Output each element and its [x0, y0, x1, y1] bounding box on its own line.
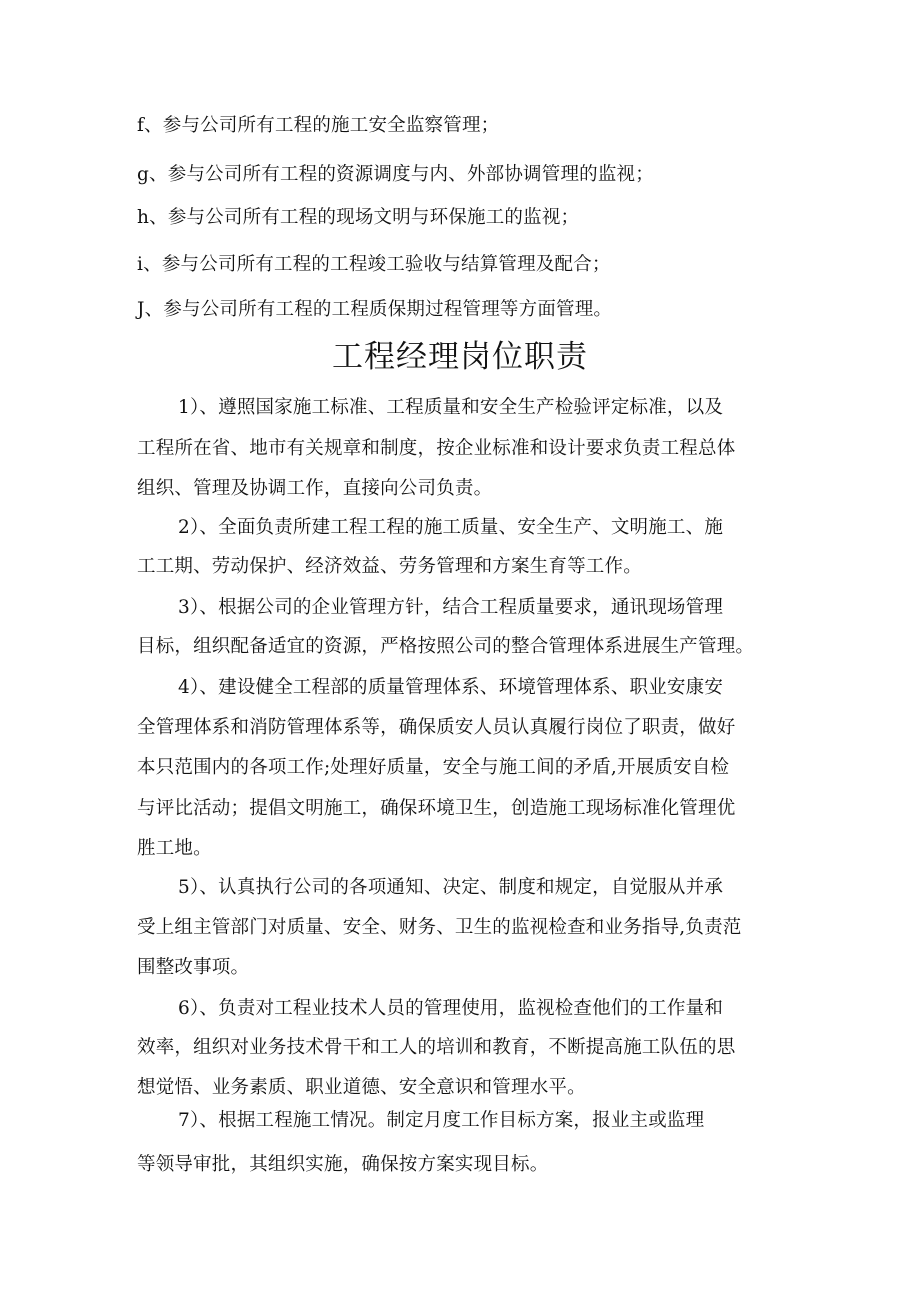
- paragraph-7-line-2: 等领导审批，其组织实施，确保按方案实现目标。: [137, 1154, 549, 1175]
- paragraph-7-line-1: 7）、根据工程施工情况。制定月度工作目标方案，报业主或监理: [178, 1110, 705, 1131]
- paragraph-1-line-1: 1）、遵照国家施工标准、工程质量和安全生产检验评定标准，以及: [178, 397, 724, 418]
- paragraph-5-line-1: 5）、认真执行公司的各项通知、决定、制度和规定，自觉服从并承: [178, 877, 724, 898]
- paragraph-2-line-1: 2）、全面负责所建工程工程的施工质量、安全生产、文明施工、施: [178, 517, 724, 538]
- item-j: J、参与公司所有工程的工程质保期过程管理等方面管理。: [137, 299, 613, 320]
- paragraph-1-line-3: 组织、管理及协调工作，直接向公司负责。: [137, 478, 493, 499]
- paragraph-4-line-4: 与评比活动；提倡文明施工，确保环境卫生，创造施工现场标准化管理优: [137, 798, 736, 819]
- item-i: i、参与公司所有工程的工程竣工验收与结算管理及配合；: [137, 254, 611, 275]
- item-g: g、参与公司所有工程的资源调度与内、外部协调管理的监视；: [137, 164, 654, 185]
- paragraph-4-line-3: 本只范围内的各项工作;处理好质量，安全与施工间的矛盾,开展质安自检: [137, 757, 730, 778]
- paragraph-4-line-2: 全管理体系和消防管理体系等，确保质安人员认真履行岗位了职责，做好: [137, 717, 736, 738]
- paragraph-3-line-1: 3）、根据公司的企业管理方针，结合工程质量要求，通讯现场管理: [178, 597, 724, 618]
- paragraph-6-line-2: 效率，组织对业务技术骨干和工人的培训和教育，不断提高施工队伍的思: [137, 1037, 736, 1058]
- paragraph-4-line-5: 胜工地。: [137, 838, 212, 859]
- paragraph-5-line-2: 受上组主管部门对质量、安全、财务、卫生的监视检查和业务指导,负责范: [137, 917, 742, 938]
- page-title: 工程经理岗位职责: [332, 339, 588, 375]
- paragraph-5-line-3: 围整改事项。: [137, 957, 250, 978]
- item-f: f、参与公司所有工程的施工安全监察管理；: [137, 115, 500, 136]
- paragraph-2-line-2: 工工期、劳动保护、经济效益、劳务管理和方案生育等工作。: [137, 556, 642, 577]
- paragraph-6-line-3: 想觉悟、业务素质、职业道德、安全意识和管理水平。: [137, 1077, 586, 1098]
- paragraph-4-line-1: 4）、建设健全工程部的质量管理体系、环境管理体系、职业安康安: [178, 677, 724, 698]
- paragraph-3-line-2: 目标，组织配备适宜的资源，严格按照公司的整合管理体系进展生产管理。: [137, 636, 755, 657]
- paragraph-6-line-1: 6）、负责对工程业技术人员的管理使用，监视检查他们的工作量和: [178, 998, 724, 1019]
- paragraph-1-line-2: 工程所在省、地市有关规章和制度，按企业标准和设计要求负责工程总体: [137, 438, 736, 459]
- item-h: h、参与公司所有工程的现场文明与环保施工的监视；: [137, 207, 580, 228]
